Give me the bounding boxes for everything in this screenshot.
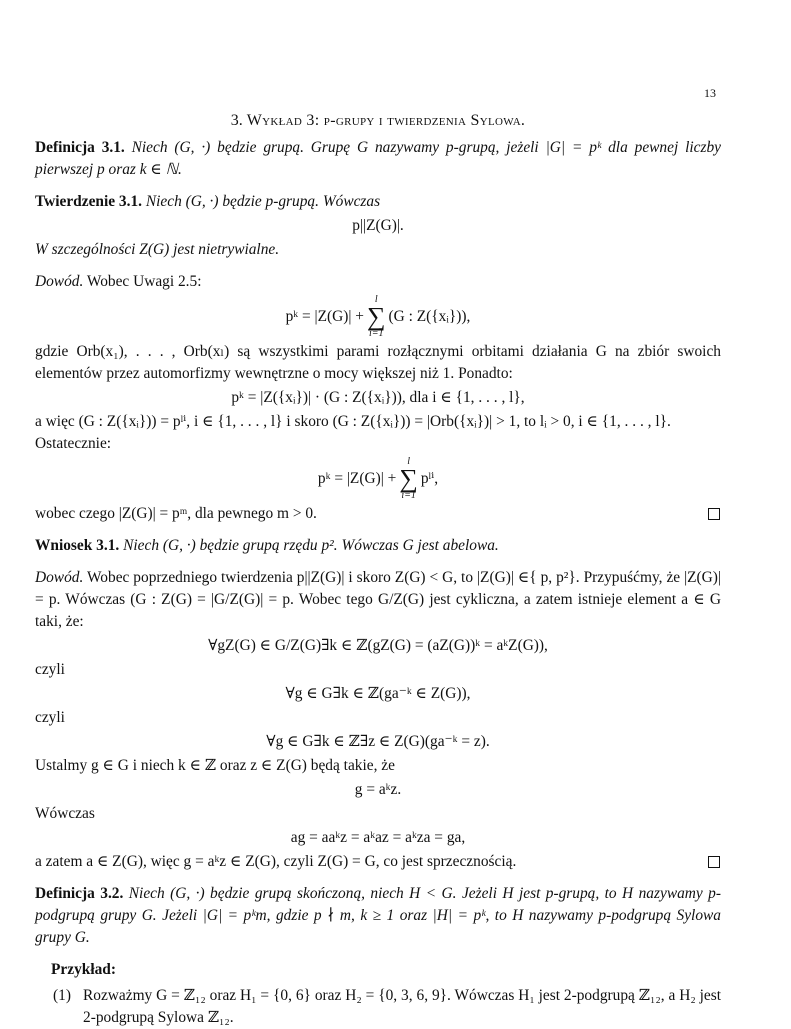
qed-square-icon — [708, 856, 720, 868]
proof-2-equation-5: ag = aaᵏz = aᵏaz = aᵏza = ga, — [290, 829, 466, 846]
conclusion-text: a zatem a ∈ Z(G), więc g = aᵏz ∈ Z(G), czyli Z(G) = G, co jest sprzecznością. — [35, 853, 517, 870]
proof-1-equation-3 — [35, 457, 721, 501]
theorem-heading: Twierdzenie 3.1. — [35, 193, 142, 210]
proof-1-equation-2: pᵏ = |Z({xᵢ})| · (G : Z({xᵢ})), dla i ∈ {1, . . . , l}, — [231, 389, 525, 406]
proof-label: Dowód. — [35, 569, 84, 586]
sum-lower-limit: i=1 — [401, 490, 416, 501]
corollary-3-1 — [35, 535, 721, 557]
theorem-body: Niech (G, ·) będzie p-grupą. Wówczas — [145, 193, 381, 210]
section-title-text: Wykład 3: p-grupy i twierdzenia Sylowa. — [246, 112, 526, 129]
definition-body: Niech (G, ·) będzie grupą. Grupę G nazywamy p-grupą, jeżeli |G| = pᵏ dla pewnej liczby pierwszej p oraz k ∈ ℕ. — [35, 139, 721, 178]
sum-lower-limit: i=1 — [369, 328, 384, 339]
proof-2-equation-3: ∀g ∈ G∃k ∈ ℤ∃z ∈ Z(G)(ga⁻ᵏ = z). — [266, 733, 490, 750]
example-item-text: Rozważmy G = ℤ₁₂ oraz H₁ = {0, 6} oraz H₂ = {0, 3, 6, 9}. Wówczas H₁ jest 2-podgrupą ℤ₁₂, a H₂ jest 2-podgrupą Sylowa ℤ₁₂. — [83, 987, 721, 1026]
proof-1-text-2: a więc (G : Z({xᵢ})) = pˡⁱ, i ∈ {1, . . . , l} i skoro (G : Z({xᵢ})) = |Orb({xᵢ})| > 1, to lᵢ > 0, i ∈ {1, . . . , l}. — [35, 413, 671, 430]
proof-2-equation-2: ∀g ∈ G∃k ∈ ℤ(ga⁻ᵏ ∈ Z(G)), — [285, 685, 471, 702]
sum-operator — [367, 295, 386, 339]
proof-2-text-2: Ustalmy g ∈ G i niech k ∈ ℤ oraz z ∈ Z(G) będą takie, że — [35, 757, 395, 774]
proof-1-equation-1 — [35, 295, 721, 339]
proof-1-text-1: gdzie Orb(x₁), . . . , Orb(xₗ) są wszystkimi parami rozłącznymi orbitami działania G na zbiór swoich elementów przez automorfizmy wewnętrzne o mocy większej niż 1. Ponadto: — [35, 343, 721, 382]
equation-right: (G : Z({xᵢ})), — [388, 308, 471, 325]
qed-square-icon — [708, 508, 720, 520]
corollary-heading: Wniosek 3.1. — [35, 537, 120, 554]
example-item-number: (1) — [53, 987, 71, 1004]
section-title — [35, 110, 721, 132]
example-item — [53, 985, 721, 1029]
sum-symbol: ∑ — [367, 302, 386, 331]
proof-text: Wobec poprzedniego twierdzenia p||Z(G)| i skoro Z(G) < G, to |Z(G)| ∈{ p, p²}. Przypuśćmy, że |Z(G)| = p. Wówczas (G : Z(G) = |G/Z(G)| = p. Wobec tego G/Z(G) jest cykliczna, a zatem istnieje element a ∈ G taki, że: — [35, 569, 721, 630]
corollary-body: Niech (G, ·) będzie grupą rzędu p². Wówczas G jest abelowa. — [123, 537, 499, 554]
sum-symbol: ∑ — [399, 464, 418, 493]
sum-upper-limit: l — [407, 456, 410, 467]
proof-2-text-1 — [35, 567, 721, 633]
equation-left: pᵏ = |Z(G)| + — [317, 470, 397, 487]
definition-3-2 — [35, 883, 721, 949]
definition-body: Niech (G, ·) będzie grupą skończoną, niech H < G. Jeżeli H jest p-grupą, to H nazywamy p-podgrupą grupy G. Jeżeli |G| = pᵏm, gdzie p ∤ m, k ≥ 1 oraz |H| = pᵏ, to H nazywamy p-podgrupą Sylowa grupy G. — [35, 885, 721, 946]
theorem-formula: p||Z(G)|. — [352, 217, 404, 234]
equation-left: pᵏ = |Z(G)| + — [285, 308, 364, 325]
equation-right: pˡⁱ, — [420, 470, 439, 487]
proof-text: Wobec Uwagi 2.5: — [86, 273, 202, 290]
proof-label: Dowód. — [35, 273, 84, 290]
page-content — [35, 110, 721, 1029]
page-number: 13 — [704, 86, 716, 100]
sum-operator — [399, 457, 418, 501]
proof-2-text-3: Wówczas — [35, 805, 95, 822]
section-number: 3. — [230, 112, 243, 129]
proof-2-czyli-2: czyli — [35, 709, 65, 726]
theorem-3-1 — [35, 191, 721, 213]
theorem-body-continued: W szczególności Z(G) jest nietrywialne. — [35, 241, 280, 258]
definition-3-1 — [35, 137, 721, 181]
proof-2-equation-1: ∀gZ(G) ∈ G/Z(G)∃k ∈ ℤ(gZ(G) = (aZ(G))ᵏ = aᵏZ(G)), — [208, 637, 548, 654]
sum-upper-limit: l — [374, 294, 378, 305]
definition-heading: Definicja 3.2. — [35, 885, 124, 902]
conclusion-text: wobec czego |Z(G)| = pᵐ, dla pewnego m > 0. — [35, 505, 317, 522]
proof-2-czyli-1: czyli — [35, 661, 65, 678]
proof-1-conclusion — [35, 503, 721, 525]
example-title: Przykład: — [51, 961, 116, 978]
proof-1-text-3: Ostatecznie: — [35, 435, 112, 452]
proof-2-equation-4: g = aᵏz. — [354, 781, 402, 798]
proof-2-conclusion — [35, 851, 721, 873]
proof-1-intro — [35, 271, 721, 293]
definition-heading: Definicja 3.1. — [35, 139, 125, 156]
